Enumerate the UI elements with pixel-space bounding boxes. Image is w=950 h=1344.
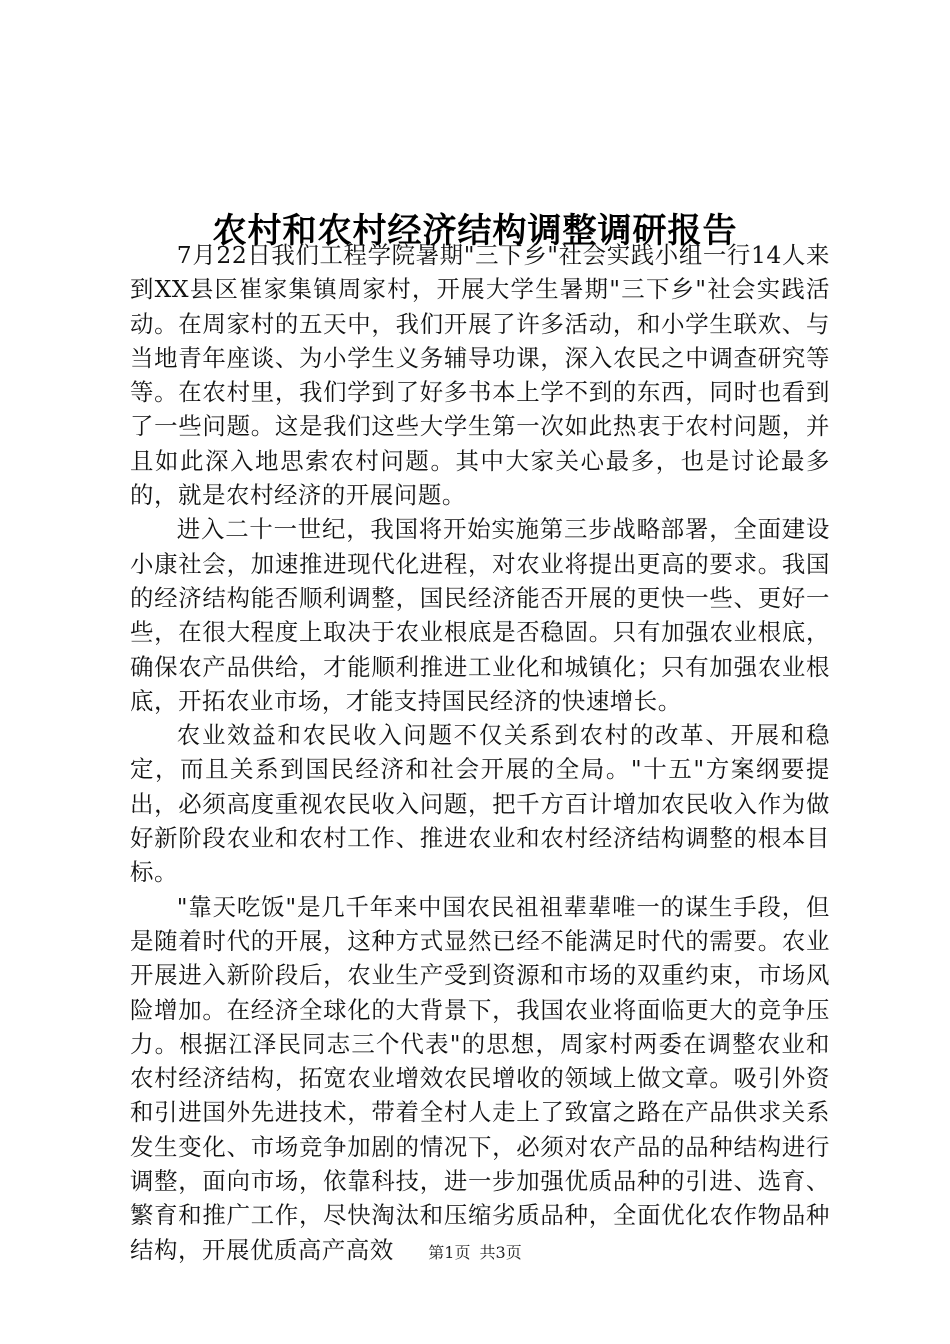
paragraph: 进入二十一世纪，我国将开始实施第三步战略部署，全面建设小康社会，加速推进现代化进程，对农业将提出更高的要求。我国的经济结构能否顺利调整，国民经济能否开展的更快一些、更好一些，在很大程度上取决于农业根底是否稳固。只有加强农业根底，确保农产品供给，才能顺利推进工业化和城镇化；只有加强农业根底，开拓农业市场，才能支持国民经济的快速增长。 xyxy=(130,515,830,715)
page-footer xyxy=(0,1242,950,1264)
paragraph: 7月22日我们工程学院暑期"三下乡"社会实践小组一行14人来到XX县区崔家集镇周家村，开展大学生暑期"三下乡"社会实践活动。在周家村的五天中，我们开展了许多活动，和小学生联欢、与当地青年座谈、为小学生义务辅导功课，深入农民之中调查研究等等。在农村里，我们学到了好多书本上学不到的东西，同时也看到了一些问题。这是我们这些大学生第一次如此热衷于农村问题，并且如此深入地思索农村问题。其中大家关心最多，也是讨论最多的，就是农村经济的开展问题。 xyxy=(130,241,830,510)
document-title: 农村和农村经济结构调整调研报告 xyxy=(212,210,738,251)
document-body xyxy=(130,238,830,1267)
paragraph: 农业效益和农民收入问题不仅关系到农村的改革、开展和稳定，而且关系到国民经济和社会开展的全局。"十五"方案纲要提出，必须高度重视农民收入问题，把千方百计增加农民收入作为做好新阶段农业和农村工作、推进农业和农村经济结构调整的根本目标。 xyxy=(130,721,830,887)
page-total: 共3页 xyxy=(479,1243,522,1262)
paragraph: "靠天吃饭"是几千年来中国农民祖祖辈辈唯一的谋生手段，但是随着时代的开展，这种方式显然已经不能满足时代的需要。农业开展进入新阶段后，农业生产受到资源和市场的双重约束，市场风险增加。在经济全球化的大背景下，我国农业将面临更大的竞争压力。根据江泽民同志三个代表"的思想，周家村两委在调整农业和农村经济结构，拓宽农业增效农民增收的领域上做文章。吸引外资和引进国外先进技术，带着全村人走上了致富之路在产品供求关系发生变化、市场竞争加剧的情况下，必须对农产品的品种结构进行调整，面向市场，依靠科技，进一步加强优质品种的引进、选育、繁育和推广工作，尽快淘汰和压缩劣质品种，全面优化农作物品种结构，开展优质高产高效 xyxy=(130,892,830,1264)
page-number: 第1页 xyxy=(428,1243,471,1262)
